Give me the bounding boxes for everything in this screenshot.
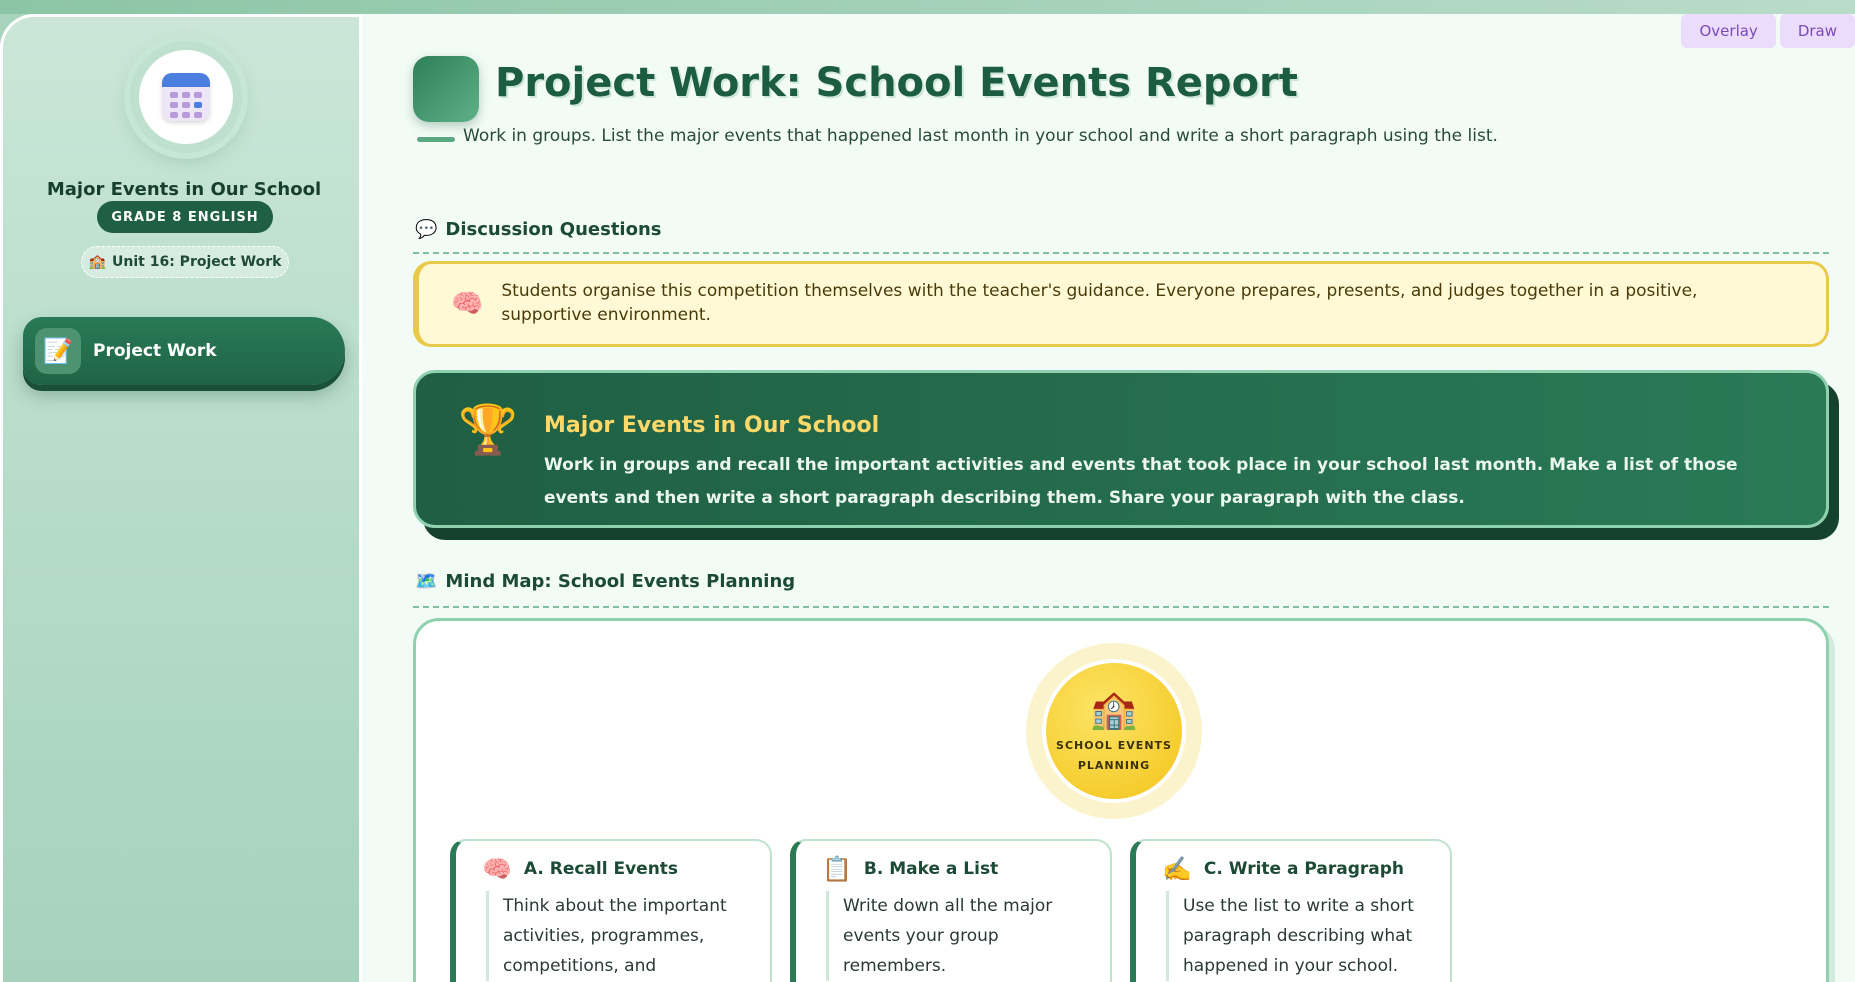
card-title: A. Recall Events bbox=[523, 859, 679, 879]
main-content bbox=[365, 14, 1855, 982]
unit-badge bbox=[81, 246, 289, 278]
mindmap-center-label: SCHOOL EVENTS PLANNING bbox=[1056, 738, 1172, 772]
page-subtitle: Work in groups. List the major events that happened last month in your school and write a short paragraph using the list. bbox=[463, 126, 1498, 146]
sidebar bbox=[0, 14, 362, 982]
card-title: B. Make a List bbox=[863, 859, 999, 879]
task-title: Major Events in Our School bbox=[544, 413, 880, 438]
unit-label: Unit 16: Project Work bbox=[112, 254, 282, 270]
brain-icon: 🧠 bbox=[482, 855, 512, 883]
toolbar bbox=[1681, 14, 1855, 48]
calendar-icon bbox=[162, 73, 210, 121]
card-title: C. Write a Paragraph bbox=[1203, 859, 1404, 879]
page-title: Project Work: School Events Report bbox=[495, 60, 1298, 106]
mindmap-card-paragraph bbox=[1130, 839, 1452, 982]
sidebar-title: Major Events in Our School bbox=[46, 179, 322, 200]
task-text: Work in groups and recall the important activities and events that took place in your school last month. Make a list of those events and then write a short paragraph describing them. Share your paragraph with the class. bbox=[544, 455, 1738, 508]
draw-button[interactable]: Draw bbox=[1780, 14, 1855, 48]
mindmap-heading: 🗺️ Mind Map: School Events Planning bbox=[415, 571, 796, 592]
brain-icon: 🧠 bbox=[451, 289, 484, 319]
grade-badge: GRADE 8 ENGLISH bbox=[97, 201, 273, 233]
subtitle-accent-line bbox=[417, 137, 455, 142]
speech-bubble-icon: 💬 bbox=[415, 219, 438, 240]
discussion-heading: 💬 Discussion Questions bbox=[415, 219, 662, 240]
mindmap-card-list bbox=[790, 839, 1112, 982]
section-divider bbox=[413, 252, 1829, 254]
sidebar-item-project-work[interactable] bbox=[23, 317, 345, 385]
map-icon: 🗺️ bbox=[415, 571, 438, 592]
school-building-icon: 🏫 bbox=[1090, 686, 1138, 731]
discussion-note bbox=[413, 261, 1829, 347]
card-text: Use the list to write a short paragraph describing what happened in your school. bbox=[1166, 891, 1436, 981]
section-divider bbox=[413, 606, 1829, 608]
overlay-button[interactable]: Overlay bbox=[1681, 14, 1775, 48]
card-text: Think about the important activities, programmes, competitions, and bbox=[486, 891, 756, 981]
clipboard-icon: 📋 bbox=[822, 855, 852, 883]
window-top-strip bbox=[0, 0, 1855, 14]
task-card bbox=[413, 370, 1829, 528]
title-accent-square bbox=[413, 56, 479, 122]
mindmap-panel bbox=[413, 618, 1829, 982]
school-icon: 🏫 bbox=[88, 254, 107, 270]
trophy-icon: 🏆 bbox=[458, 402, 518, 458]
lesson-logo bbox=[130, 41, 242, 153]
card-text: Write down all the major events your group remembers. bbox=[826, 891, 1096, 981]
sidebar-item-label: Project Work bbox=[93, 341, 217, 361]
writing-hand-icon: ✍️ bbox=[1162, 855, 1192, 883]
mindmap-center-node bbox=[1042, 659, 1186, 803]
mindmap-card-recall bbox=[450, 839, 772, 982]
app-frame bbox=[0, 14, 1855, 982]
memo-icon: 📝 bbox=[35, 328, 81, 374]
discussion-note-text: Students organise this competition themselves with the teacher's guidance. Everyone prepares, presents, and judges together in a positive, supportive environment. bbox=[501, 281, 1698, 325]
